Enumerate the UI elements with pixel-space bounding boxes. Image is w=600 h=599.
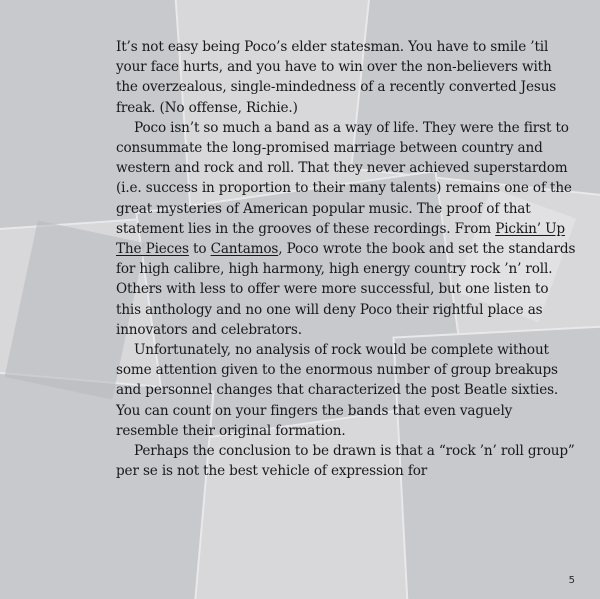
paragraph-4: Perhaps the conclusion to be drawn is that a “rock ’n’ roll group” per se is not the best vehicle of expression for: [116, 443, 575, 480]
paragraph-2-text-start: Poco isn’t so much a band as a way of life. They were the first to consummate the long-promised marriage between country and western and rock and roll. That they never achieved superstardom (i.e. success in proportion to their many talents) remains one of the great mysteries of American popular music. The proof of that statement lies in the grooves of these recordings. From: [116, 119, 572, 237]
paragraph-2: [116, 118, 576, 340]
paragraph-2-text-middle: to: [188, 241, 211, 258]
album-title-pickin-up-the-pieces: Pickin’ Up The Pieces: [116, 220, 565, 258]
body-text: [116, 37, 576, 481]
paragraph-1: It’s not easy being Poco’s elder statesman. You have to smile ’til your face hurts, and you have to win over the non-believers with the overzealous, single-mindedness of a recently converted Jesus freak. (No offense, Richie.): [116, 39, 557, 116]
album-title-cantamos: Cantamos: [210, 241, 279, 258]
paragraph-3: Unfortunately, no analysis of rock would be complete without some attention given to the enormous number of group breakups and personnel changes that characterized the post Beatle sixties. You can count on your fingers the bands that even vaguely resemble their original formation.: [116, 342, 559, 439]
paragraph-2-text-end: , Poco wrote the book and set the standards for high calibre, high harmony, high energy country rock ’n’ roll. Others with less to offer were more successful, but one listen to this anthology and no one will deny Poco their rightful place as innovators and celebrators.: [116, 241, 576, 338]
page-number: 5: [568, 575, 575, 586]
